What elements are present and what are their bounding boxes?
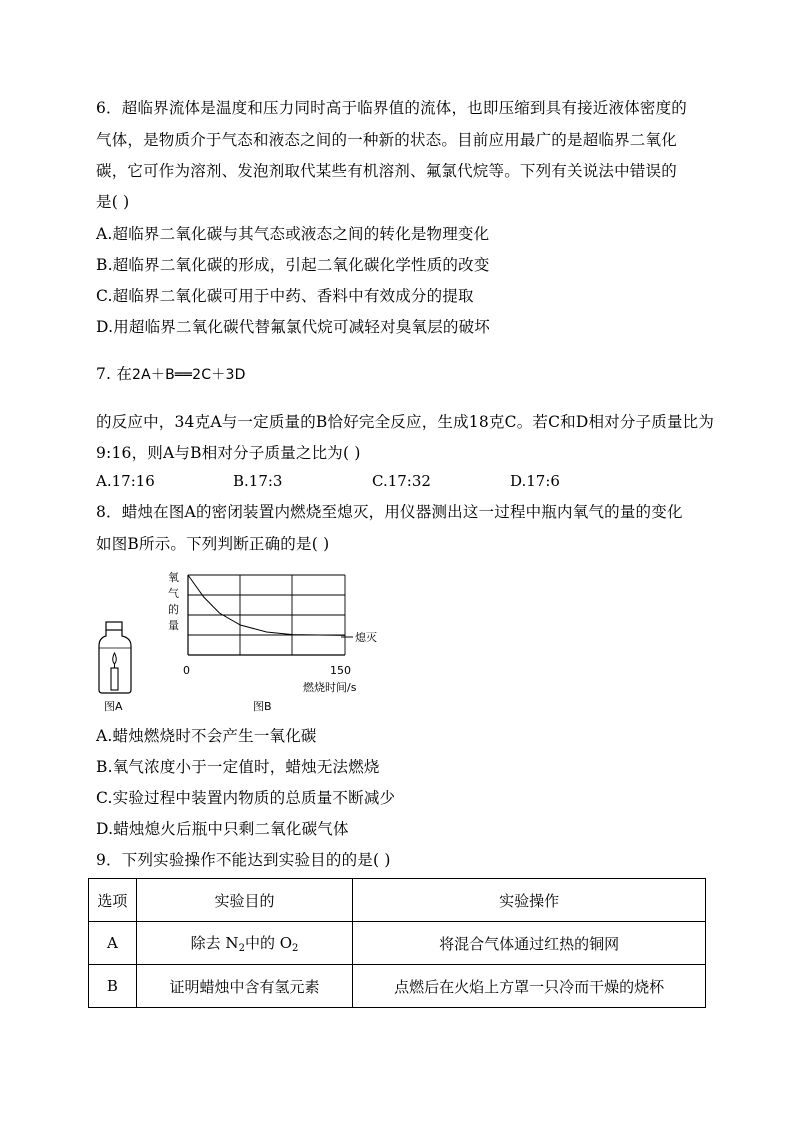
row-b-option: B xyxy=(89,965,137,1008)
q6-option-a: A.超临界二氧化碳与其气态或液态之间的转化是物理变化 xyxy=(96,225,490,243)
q9-table xyxy=(88,878,706,1008)
table-row xyxy=(89,965,706,1008)
row-a-purpose-sub1: 2 xyxy=(238,943,245,954)
q8-figure xyxy=(90,562,390,722)
y-label-char-3: 的 xyxy=(168,603,179,616)
q8-option-b: B.氧气浓度小于一定值时，蜡烛无法燃烧 xyxy=(96,758,380,776)
row-a-purpose-pre: 除去 N xyxy=(190,934,239,952)
q7-equation: 2A＋B══2C＋3D xyxy=(132,367,246,383)
table-header-row xyxy=(89,879,706,922)
q6-option-d: D.用超临界二氧化碳代替氟氯代烷可减轻对臭氧层的破坏 xyxy=(96,318,491,336)
bottle-with-candle-illustration xyxy=(95,620,135,695)
chart-grid xyxy=(188,575,345,655)
y-label-char-1: 氧 xyxy=(168,571,179,584)
table-row xyxy=(89,922,706,965)
header-operation: 实验操作 xyxy=(353,879,706,922)
x-axis-label: 燃烧时间/s xyxy=(303,681,357,694)
q7-option-a: A.17:16 xyxy=(96,472,155,490)
q8-option-c: C.实验过程中装置内物质的总质量不断减少 xyxy=(96,789,396,807)
q7-line-1 xyxy=(96,362,246,384)
q6-line-4: 是( ) xyxy=(96,193,130,211)
q6-option-b: B.超临界二氧化碳的形成，引起二氧化碳化学性质的改变 xyxy=(96,256,490,274)
q7-options xyxy=(96,472,716,492)
q7-prefix: 7. 在 xyxy=(96,365,133,383)
oxygen-curve xyxy=(188,575,345,635)
q8-line-2: 如图B所示。下列判断正确的是( ) xyxy=(96,535,330,553)
figure-a-label: 图A xyxy=(104,700,123,713)
y-label-char-4: 量 xyxy=(168,619,179,632)
q8-option-a: A.蜡烛燃烧时不会产生一氧化碳 xyxy=(96,727,317,745)
q7-option-d: D.17:6 xyxy=(510,472,560,490)
q8-line-1: 8．蜡烛在图A的密闭装置内燃烧至熄灭，用仪器测出这一过程中瓶内氧气的量的变化 xyxy=(96,503,683,521)
row-a-operation: 将混合气体通过红热的铜网 xyxy=(353,922,706,965)
header-purpose: 实验目的 xyxy=(136,879,352,922)
row-b-operation: 点燃后在火焰上方罩一只冷而干燥的烧杯 xyxy=(353,965,706,1008)
x-tick-end: 150 xyxy=(330,664,351,677)
q6-line-2: 气体，是物质介于气态和液态之间的一种新的状态。目前应用最广的是超临界二氧化 xyxy=(96,131,677,149)
end-annotation: 熄灭 xyxy=(355,631,377,644)
y-label-char-2: 气 xyxy=(168,587,179,600)
q6-line-3: 碳，它可作为溶剂、发泡剂取代某些有机溶剂、氟氯代烷等。下列有关说法中错误的 xyxy=(96,162,677,180)
q7-option-b: B.17:3 xyxy=(233,472,283,490)
row-a-option: A xyxy=(89,922,137,965)
row-a-purpose-mid: 中的 O xyxy=(244,934,293,952)
row-a-purpose xyxy=(136,922,352,965)
row-b-purpose: 证明蜡烛中含有氢元素 xyxy=(136,965,352,1008)
q6-option-c: C.超临界二氧化碳可用于中药、香料中有效成分的提取 xyxy=(96,287,474,305)
figure-b-label: 图B xyxy=(253,700,272,713)
x-tick-start: 0 xyxy=(183,664,190,677)
q7-line-3: 9:16，则A与B相对分子质量之比为( ) xyxy=(96,444,361,462)
q7-line-2: 的反应中，34克A与一定质量的B恰好完全反应，生成18克C。若C和D相对分子质量比为 xyxy=(96,413,715,431)
q7-option-c: C.17:32 xyxy=(372,472,431,490)
row-a-purpose-sub2: 2 xyxy=(292,943,299,954)
q8-option-d: D.蜡烛熄火后瓶中只剩二氧化碳气体 xyxy=(96,820,349,838)
oxygen-chart xyxy=(165,567,390,697)
header-option: 选项 xyxy=(89,879,137,922)
q6-line-1: 6．超临界流体是温度和压力同时高于临界值的流体，也即压缩到具有接近液体密度的 xyxy=(96,99,687,117)
q9-line-1: 9．下列实验操作不能达到实验目的的是( ) xyxy=(96,851,391,869)
